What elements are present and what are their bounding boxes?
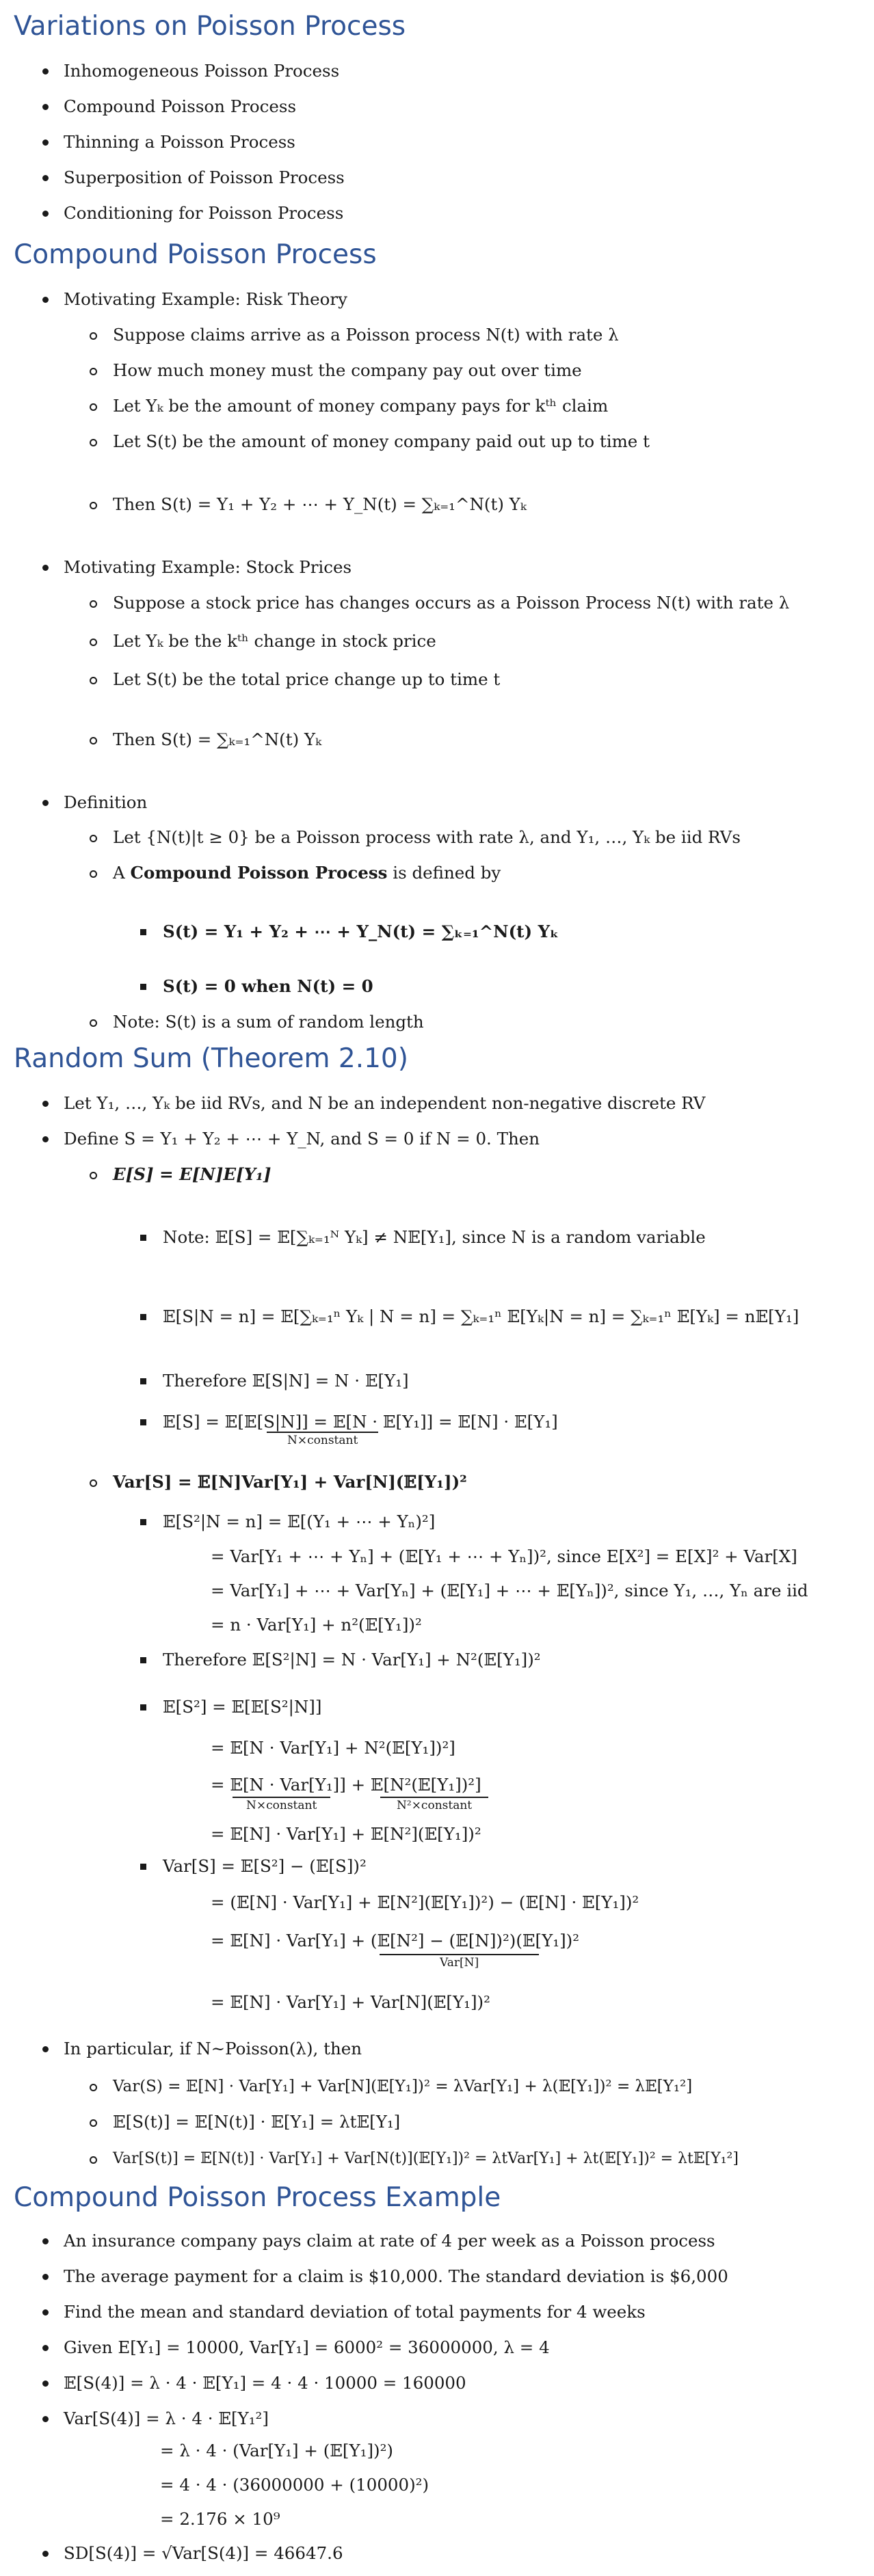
list-item: SD[S(4)] = √Var[S(4)] = 46647.6: [64, 2543, 343, 2563]
formula: Therefore 𝔼[S|N] = N · 𝔼[Y₁]: [163, 1371, 409, 1391]
list-item: Given E[Y₁] = 10000, Var[Y₁] = 6000² = 36000000, λ = 4: [64, 2337, 550, 2357]
bullet-disc: [42, 1136, 49, 1142]
list-item: Let {N(t)|t ≥ 0} be a Poisson process with rate λ, and Y₁, …, Yₖ be iid RVs: [113, 827, 741, 847]
heading-variations: Variations on Poisson Process: [14, 11, 406, 42]
list-item: Let Y₁, …, Yₖ be iid RVs, and N be an independent non-negative discrete RV: [64, 1093, 706, 1113]
bullet-square: [140, 1657, 146, 1663]
bullet-square: [140, 984, 146, 990]
bullet-disc: [42, 1101, 49, 1107]
bullet-disc: [42, 2309, 49, 2316]
list-item: Let S(t) be the amount of money company paid out up to time t: [113, 431, 650, 451]
list-item: Var[S(4)] = λ · 4 · 𝔼[Y₁²]: [64, 2409, 269, 2428]
formula: Note: 𝔼[S] = 𝔼[∑ₖ₌₁ᴺ Yₖ] ≠ N𝔼[Y₁], since N is a random variable: [163, 1227, 706, 1247]
bullet-disc: [42, 175, 49, 181]
formula: Var[S] = 𝔼[S²] − (𝔼[S])²: [163, 1856, 367, 1876]
formula: = 𝔼[N · Var[Y₁] + N²(𝔼[Y₁])²]: [211, 1738, 455, 1758]
bullet-square: [140, 1419, 146, 1425]
list-item: An insurance company pays claim at rate of 4 per week as a Poisson process: [64, 2231, 715, 2251]
risk-theory-heading: Motivating Example: Risk Theory: [64, 289, 347, 309]
bullet-disc: [42, 104, 49, 110]
formula: Var[S(t)] = 𝔼[N(t)] · Var[Y₁] + Var[N(t)](𝔼[Y₁])² = λtVar[Y₁] + λt(𝔼[Y₁])² = λt𝔼[Y₁²]: [113, 2150, 739, 2167]
bullet-square: [140, 1519, 146, 1525]
bullet-disc: [42, 800, 49, 806]
list-item: The average payment for a claim is $10,000. The standard deviation is $6,000: [64, 2266, 728, 2286]
formula: 𝔼[S(t)] = 𝔼[N(t)] · 𝔼[Y₁] = λt𝔼[Y₁]: [113, 2112, 401, 2132]
note: Note: S(t) is a sum of random length: [113, 1012, 424, 1032]
heading-compound-poisson: Compound Poisson Process: [14, 239, 377, 270]
underbrace-label: N×constant: [233, 1797, 330, 1813]
text: A: [113, 863, 131, 883]
expectation-heading: E[S] = E[N]E[Y₁]: [113, 1164, 272, 1184]
formula: = 2.176 × 10⁹: [160, 2509, 280, 2529]
bullet-disc: [42, 211, 49, 217]
formula: 𝔼[S²|N = n] = 𝔼[(Y₁ + ⋯ + Yₙ)²]: [163, 1512, 436, 1531]
bullet-circle: [90, 639, 97, 646]
bullet-square: [140, 1704, 146, 1710]
stock-prices-heading: Motivating Example: Stock Prices: [64, 557, 352, 577]
underbrace-label: N×constant: [267, 1432, 378, 1448]
formula: Then S(t) = Y₁ + Y₂ + ⋯ + Y_N(t) = ∑ₖ₌₁^N(t) Yₖ: [113, 494, 527, 514]
bullet-disc: [42, 2046, 49, 2052]
bullet-disc: [42, 297, 49, 303]
formula: Var(S) = 𝔼[N] · Var[Y₁] + Var[N](𝔼[Y₁])² = λVar[Y₁] + λ(𝔼[Y₁])² = λ𝔼[Y₁²]: [113, 2078, 693, 2095]
formula: Then S(t) = ∑ₖ₌₁^N(t) Yₖ: [113, 729, 322, 749]
list-item: Thinning a Poisson Process: [64, 132, 295, 152]
bullet-circle: [90, 502, 97, 509]
bullet-square: [140, 1864, 146, 1870]
bullet-circle: [90, 1479, 97, 1487]
list-item: Define S = Y₁ + Y₂ + ⋯ + Y_N, and S = 0 if N = 0. Then: [64, 1129, 540, 1149]
bullet-circle: [90, 870, 97, 878]
formula: 𝔼[S²] = 𝔼[𝔼[S²|N]]: [163, 1697, 322, 1717]
formula: = (𝔼[N] · Var[Y₁] + 𝔼[N²](𝔼[Y₁])²) − (𝔼[N] · 𝔼[Y₁])²: [211, 1892, 639, 1912]
list-item: Let Yₖ be the kᵗʰ change in stock price: [113, 631, 436, 651]
bullet-disc: [42, 139, 49, 146]
formula: = Var[Y₁ + ⋯ + Yₙ] + (𝔼[Y₁ + ⋯ + Yₙ])², since E[X²] = E[X]² + Var[X]: [211, 1546, 797, 1566]
list-item: Inhomogeneous Poisson Process: [64, 61, 340, 81]
formula: = 𝔼[N] · Var[Y₁] + (𝔼[N²] − (𝔼[N])²)(𝔼[Y₁])²: [211, 1931, 580, 1950]
bullet-circle: [90, 2156, 97, 2164]
term-compound-poisson: Compound Poisson Process: [130, 863, 388, 883]
formula: 𝔼[S] = 𝔼[𝔼[S|N]] = 𝔼[N · 𝔼[Y₁]] = 𝔼[N] · 𝔼[Y₁]: [163, 1412, 558, 1432]
bullet-circle: [90, 600, 97, 608]
bullet-circle: [90, 2119, 97, 2127]
bullet-circle: [90, 2084, 97, 2091]
bullet-circle: [90, 332, 97, 340]
formula: = 𝔼[N] · Var[Y₁] + 𝔼[N²](𝔼[Y₁])²: [211, 1824, 481, 1844]
formula: S(t) = Y₁ + Y₂ + ⋯ + Y_N(t) = ∑ₖ₌₁^N(t) Yₖ: [163, 922, 559, 941]
bullet-circle: [90, 1172, 97, 1179]
bullet-circle: [90, 677, 97, 684]
formula: = 𝔼[N · Var[Y₁]] + 𝔼[N²(𝔼[Y₁])²]: [211, 1775, 481, 1795]
bullet-disc: [42, 2416, 49, 2422]
bullet-square: [140, 1378, 146, 1384]
formula: S(t) = 0 when N(t) = 0: [163, 976, 373, 996]
bullet-disc: [42, 2380, 49, 2387]
bullet-square: [140, 1314, 146, 1320]
heading-random-sum: Random Sum (Theorem 2.10): [14, 1043, 408, 1074]
bullet-circle: [90, 403, 97, 411]
definition-sentence: [113, 861, 501, 886]
bullet-disc: [42, 2238, 49, 2244]
list-item: Compound Poisson Process: [64, 96, 297, 116]
list-item: 𝔼[S(4)] = λ · 4 · 𝔼[Y₁] = 4 · 4 · 10000 = 160000: [64, 2373, 466, 2393]
underbrace-label: N²×constant: [380, 1797, 488, 1813]
bullet-circle: [90, 368, 97, 375]
list-item: Let Yₖ be the amount of money company pays for kᵗʰ claim: [113, 396, 609, 416]
list-item: In particular, if N~Poisson(λ), then: [64, 2039, 362, 2058]
formula: 𝔼[S|N = n] = 𝔼[∑ₖ₌₁ⁿ Yₖ | N = n] = ∑ₖ₌₁ⁿ 𝔼[Yₖ|N = n] = ∑ₖ₌₁ⁿ 𝔼[Yₖ] = n𝔼[Y₁]: [163, 1306, 799, 1326]
bullet-circle: [90, 737, 97, 744]
bullet-square: [140, 1235, 146, 1241]
list-item: Suppose claims arrive as a Poisson process N(t) with rate λ: [113, 325, 619, 345]
bullet-circle: [90, 439, 97, 446]
bullet-disc: [42, 2345, 49, 2351]
bullet-disc: [42, 68, 49, 75]
list-item: Find the mean and standard deviation of total payments for 4 weeks: [64, 2302, 646, 2322]
bullet-circle: [90, 1019, 97, 1027]
list-item: Suppose a stock price has changes occurs as a Poisson Process N(t) with rate λ: [113, 593, 790, 613]
bullet-disc: [42, 2274, 49, 2280]
bullet-disc: [42, 565, 49, 571]
list-item: Superposition of Poisson Process: [64, 167, 345, 187]
list-item: Let S(t) be the total price change up to time t: [113, 669, 501, 689]
heading-example: Compound Poisson Process Example: [14, 2182, 501, 2213]
formula: = n · Var[Y₁] + n²(𝔼[Y₁])²: [211, 1615, 422, 1635]
text: is defined by: [387, 863, 501, 883]
bullet-square: [140, 929, 146, 935]
list-item: How much money must the company pay out over time: [113, 360, 582, 380]
bullet-circle: [90, 835, 97, 842]
formula: = λ · 4 · (Var[Y₁] + (𝔼[Y₁])²): [160, 2441, 393, 2460]
variance-heading: Var[S] = 𝔼[N]Var[Y₁] + Var[N](𝔼[Y₁])²: [113, 1472, 467, 1492]
formula: = Var[Y₁] + ⋯ + Var[Yₙ] + (𝔼[Y₁] + ⋯ + 𝔼[Yₙ])², since Y₁, …, Yₙ are iid: [211, 1581, 808, 1600]
bullet-disc: [42, 2551, 49, 2557]
formula: = 𝔼[N] · Var[Y₁] + Var[N](𝔼[Y₁])²: [211, 1992, 490, 2012]
underbrace-label: Var[N]: [380, 1954, 539, 1970]
list-item: Conditioning for Poisson Process: [64, 203, 344, 223]
definition-heading: Definition: [64, 792, 148, 812]
formula: Therefore 𝔼[S²|N] = N · Var[Y₁] + N²(𝔼[Y₁])²: [163, 1650, 541, 1669]
formula: = 4 · 4 · (36000000 + (10000)²): [160, 2475, 429, 2495]
